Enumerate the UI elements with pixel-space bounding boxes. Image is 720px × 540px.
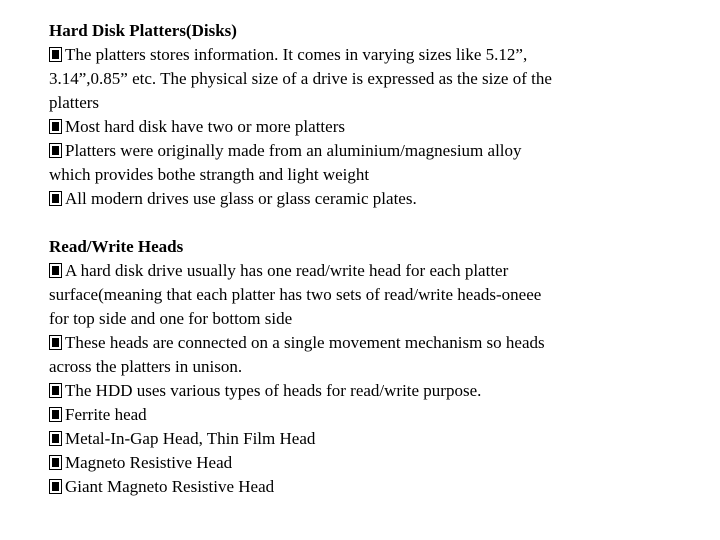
bullet-icon: [49, 47, 62, 62]
list-item: [49, 259, 699, 283]
list-item-text: Magneto Resistive Head: [65, 453, 233, 472]
list-item: [49, 115, 699, 139]
bullet-icon: [49, 431, 62, 446]
list-item: [49, 451, 699, 475]
section-heading: Hard Disk Platters(Disks): [49, 21, 237, 40]
list-item-continuation: [49, 283, 699, 307]
section-spacer: [49, 211, 699, 235]
list-item-text: Ferrite head: [65, 405, 147, 424]
list-item: [49, 43, 699, 67]
bullet-icon: [49, 407, 62, 422]
list-item-text: 3.14”,0.85” etc. The physical size of a drive is expressed as the size of the: [49, 69, 552, 88]
list-item: [49, 427, 699, 451]
list-item-text: surface(meaning that each platter has two sets of read/write heads-oneee: [49, 285, 542, 304]
section-heading: Read/Write Heads: [49, 237, 184, 256]
bullet-icon: [49, 383, 62, 398]
section-platters: [49, 19, 699, 211]
document-body: [49, 19, 699, 499]
list-item-text: A hard disk drive usually has one read/write head for each platter: [65, 261, 509, 280]
list-item: [49, 475, 699, 499]
list-item-continuation: [49, 355, 699, 379]
list-item: [49, 187, 699, 211]
bullet-icon: [49, 335, 62, 350]
list-item: [49, 139, 699, 163]
list-item-continuation: [49, 307, 699, 331]
bullet-icon: [49, 455, 62, 470]
bullet-icon: [49, 479, 62, 494]
list-item-text: platters: [49, 93, 100, 112]
list-item-text: These heads are connected on a single movement mechanism so heads: [65, 333, 545, 352]
section-read-write-heads: [49, 235, 699, 499]
list-item-text: for top side and one for bottom side: [49, 309, 293, 328]
list-item-text: which provides bothe strangth and light weight: [49, 165, 370, 184]
list-item-text: Giant Magneto Resistive Head: [65, 477, 275, 496]
bullet-icon: [49, 263, 62, 278]
list-item: [49, 331, 699, 355]
list-item: [49, 403, 699, 427]
list-item-continuation: [49, 67, 699, 91]
list-item-text: The platters stores information. It comes in varying sizes like 5.12”,: [65, 45, 528, 64]
bullet-icon: [49, 119, 62, 134]
list-item-text: The HDD uses various types of heads for read/write purpose.: [65, 381, 482, 400]
list-item-text: Platters were originally made from an aluminium/magnesium alloy: [65, 141, 522, 160]
list-item-continuation: [49, 163, 699, 187]
list-item: [49, 379, 699, 403]
list-item-text: across the platters in unison.: [49, 357, 243, 376]
list-item-text: Metal-In-Gap Head, Thin Film Head: [65, 429, 316, 448]
bullet-icon: [49, 143, 62, 158]
bullet-icon: [49, 191, 62, 206]
list-item-continuation: [49, 91, 699, 115]
list-item-text: All modern drives use glass or glass ceramic plates.: [65, 189, 417, 208]
list-item-text: Most hard disk have two or more platters: [65, 117, 345, 136]
